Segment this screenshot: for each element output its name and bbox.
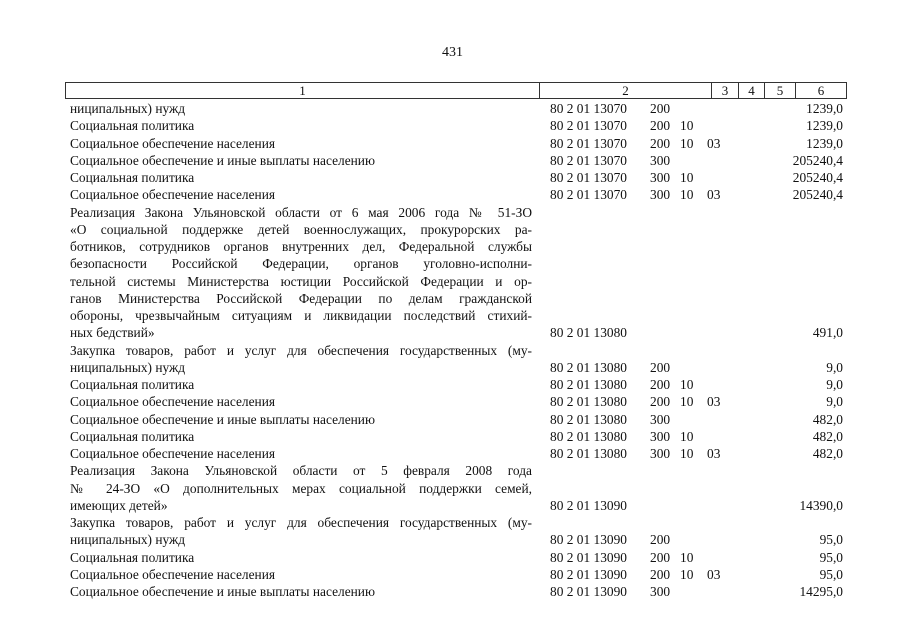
subsection-code: 03 (707, 187, 721, 203)
amount: 1239,0 (806, 135, 843, 151)
table-row (0, 186, 905, 203)
amount: 1239,0 (806, 118, 843, 134)
description-line: ганов Министерства Российской Федерации по делам гражданской (70, 290, 532, 306)
description-line: Социальное обеспечение и иные выплаты населению (70, 411, 375, 427)
budget-code: 80 2 01 13080 (550, 411, 627, 427)
amount: 205240,4 (792, 187, 843, 203)
header-col-6: 6 (795, 83, 846, 98)
budget-code: 80 2 01 13070 (550, 170, 627, 185)
expense-type: 200 (650, 118, 671, 134)
expense-type: 300 (650, 584, 671, 599)
expense-type: 200 (650, 549, 671, 565)
amount: 205240,4 (792, 152, 843, 168)
table-row (0, 462, 905, 514)
row-values (0, 445, 905, 462)
row-description (70, 204, 532, 342)
description-line: ниципальных) нужд (70, 359, 186, 375)
expense-type: 300 (650, 446, 671, 461)
description-line: имеющих детей» (70, 497, 168, 513)
expense-type: 300 (650, 428, 671, 444)
subsection-code: 03 (707, 566, 721, 582)
amount: 1239,0 (806, 101, 843, 116)
header-col-2: 2 (539, 83, 711, 98)
expense-type: 200 (650, 101, 671, 116)
section-code: 10 (680, 135, 694, 151)
amount: 9,0 (826, 394, 843, 410)
subsection-code: 03 (707, 446, 721, 461)
description-line: Закупка товаров, работ и услуг для обеспечения государственных (му- (70, 515, 532, 530)
description-line: Закупка товаров, работ и услуг для обеспечения государственных (му- (70, 342, 532, 358)
description-line: Социальное обеспечение населения (70, 446, 276, 461)
amount: 95,0 (819, 566, 843, 582)
row-values (0, 393, 905, 410)
description-line: Социальное обеспечение и иные выплаты населению (70, 584, 375, 599)
expense-type: 200 (650, 359, 671, 375)
section-code: 10 (680, 428, 694, 444)
expense-type: 300 (650, 411, 671, 427)
section-code: 10 (680, 566, 694, 582)
row-values (0, 186, 905, 203)
table-row (0, 152, 905, 169)
row-values (0, 411, 905, 428)
expense-type: 200 (650, 135, 671, 151)
table-row (0, 204, 905, 342)
expense-type: 300 (650, 170, 671, 185)
header-col-3: 3 (711, 83, 738, 98)
amount: 14390,0 (799, 497, 843, 513)
row-values (0, 549, 905, 566)
table-header (65, 82, 847, 99)
description-line: Социальная политика (70, 428, 195, 444)
row-values (0, 428, 905, 445)
description-line: № 24-ЗО «О дополнительных мерах социальной поддержки семей, (70, 480, 532, 496)
header-col-4: 4 (738, 83, 764, 98)
description-line: ботников, сотрудников органов внутренних дел, Федеральной службы (70, 239, 532, 254)
description-line: Социальная политика (70, 377, 195, 392)
budget-code: 80 2 01 13080 (550, 377, 627, 392)
table-row (0, 411, 905, 428)
budget-code: 80 2 01 13090 (550, 549, 627, 565)
description-line: Социальная политика (70, 118, 195, 134)
table-row (0, 549, 905, 566)
section-code: 10 (680, 377, 694, 392)
budget-code: 80 2 01 13080 (550, 394, 627, 410)
description-line: Социальное обеспечение населения (70, 135, 276, 151)
description-line: ниципальных) нужд (70, 532, 186, 548)
description-line: Социальное обеспечение населения (70, 394, 276, 410)
description-line: Социальная политика (70, 549, 195, 565)
table-row (0, 514, 905, 549)
row-values (0, 359, 905, 376)
row-values (0, 531, 905, 548)
table-row (0, 393, 905, 410)
budget-code: 80 2 01 13090 (550, 584, 627, 599)
table-row (0, 583, 905, 600)
budget-code: 80 2 01 13080 (550, 359, 627, 375)
expense-type: 200 (650, 532, 671, 548)
amount: 9,0 (826, 377, 843, 392)
budget-code: 80 2 01 13070 (550, 118, 627, 134)
amount: 205240,4 (792, 170, 843, 185)
amount: 491,0 (812, 325, 843, 341)
description-line: «О социальной поддержке детей военнослужащих, прокурорских ра- (70, 221, 532, 237)
row-values (0, 169, 905, 186)
row-values (0, 324, 905, 341)
row-values (0, 152, 905, 169)
expense-type: 200 (650, 394, 671, 410)
row-values (0, 135, 905, 152)
budget-code: 80 2 01 13090 (550, 566, 627, 582)
amount: 95,0 (819, 532, 843, 548)
description-line: Социальная политика (70, 170, 195, 185)
amount: 14295,0 (799, 584, 843, 599)
section-code: 10 (680, 549, 694, 565)
table-row (0, 117, 905, 134)
table-body (0, 100, 905, 600)
amount: 95,0 (819, 549, 843, 565)
amount: 9,0 (826, 359, 843, 375)
table-row (0, 445, 905, 462)
description-line: Реализация Закона Ульяновской области от 6 мая 2006 года № 51-ЗО (70, 204, 532, 220)
amount: 482,0 (812, 428, 843, 444)
amount: 482,0 (812, 446, 843, 461)
description-line: Социальное обеспечение и иные выплаты населению (70, 152, 375, 168)
row-values (0, 100, 905, 117)
budget-code: 80 2 01 13070 (550, 135, 627, 151)
budget-code: 80 2 01 13070 (550, 187, 627, 203)
expense-type: 300 (650, 187, 671, 203)
description-line: тельной системы Министерства юстиции Российской Федерации и ор- (70, 273, 532, 289)
budget-code: 80 2 01 13080 (550, 325, 627, 341)
table-row (0, 376, 905, 393)
row-values (0, 376, 905, 393)
section-code: 10 (680, 446, 694, 461)
table-row (0, 169, 905, 186)
row-values (0, 583, 905, 600)
section-code: 10 (680, 170, 694, 185)
description-line: Реализация Закона Ульяновской области от 5 февраля 2008 года (70, 463, 532, 479)
table-row (0, 135, 905, 152)
table-row (0, 428, 905, 445)
header-col-5: 5 (764, 83, 795, 98)
description-line: обороны, чрезвычайным ситуациям и ликвидации последствий стихий- (70, 308, 532, 323)
budget-code: 80 2 01 13070 (550, 101, 627, 116)
table-row (0, 100, 905, 117)
subsection-code: 03 (707, 394, 721, 410)
amount: 482,0 (812, 411, 843, 427)
row-values (0, 117, 905, 134)
subsection-code: 03 (707, 135, 721, 151)
section-code: 10 (680, 394, 694, 410)
budget-code: 80 2 01 13080 (550, 428, 627, 444)
description-line: Социальное обеспечение населения (70, 187, 276, 203)
budget-code: 80 2 01 13080 (550, 446, 627, 461)
description-line: ных бедствий» (70, 325, 155, 341)
table-row (0, 566, 905, 583)
table-row (0, 342, 905, 377)
budget-code: 80 2 01 13090 (550, 532, 627, 548)
description-line: Социальное обеспечение населения (70, 566, 276, 582)
budget-code: 80 2 01 13070 (550, 152, 627, 168)
expense-type: 200 (650, 377, 671, 392)
section-code: 10 (680, 187, 694, 203)
header-col-1: 1 (299, 83, 306, 98)
section-code: 10 (680, 118, 694, 134)
expense-type: 200 (650, 566, 671, 582)
description-line: ниципальных) нужд (70, 101, 186, 116)
row-values (0, 566, 905, 583)
description-line: безопасности Российской Федерации, органов уголовно-исполни- (70, 256, 532, 272)
budget-code: 80 2 01 13090 (550, 497, 627, 513)
page-number: 431 (442, 45, 463, 60)
expense-type: 300 (650, 152, 671, 168)
row-values (0, 497, 905, 514)
